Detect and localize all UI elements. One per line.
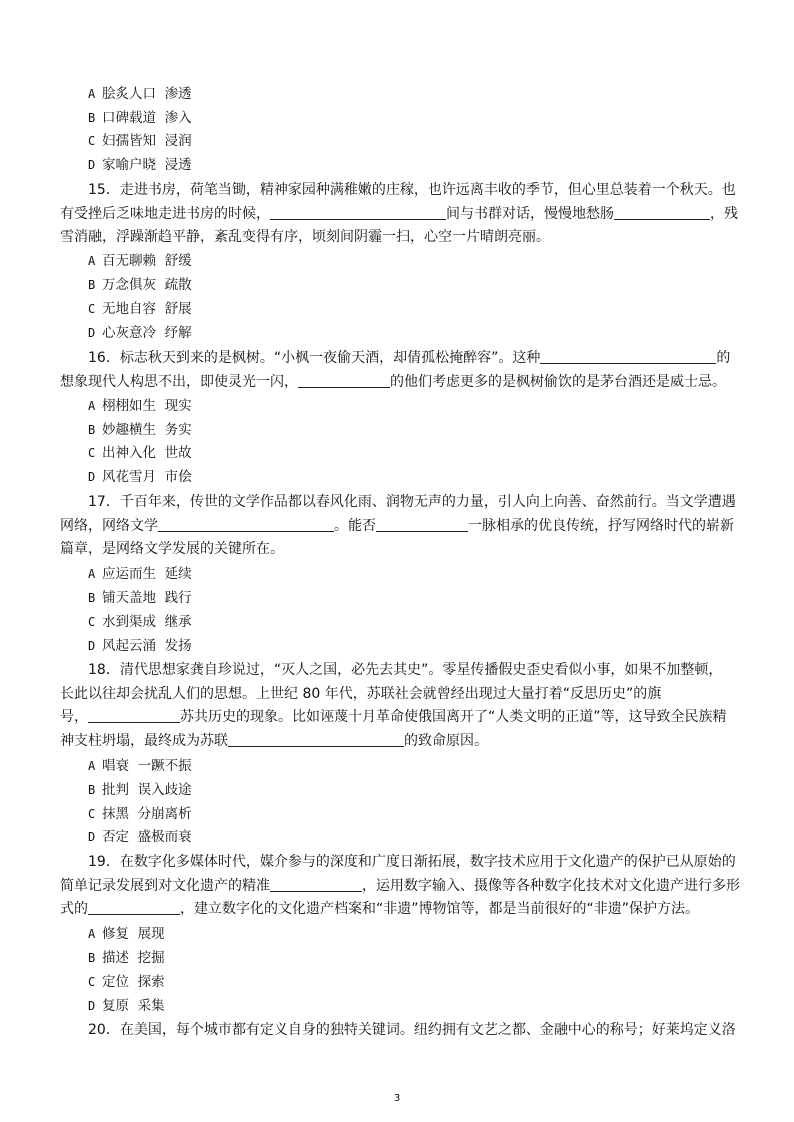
question-18 (60, 659, 736, 753)
q19-option-c: C 定位 探索 (88, 974, 165, 990)
question-19 (60, 851, 740, 922)
q18-line-2: 长此以往却会扰乱人们的思想。上世纪 80 年代，苏联社会就曾经出现过大量打着“反思历史”的旗 (60, 685, 662, 702)
q15-option-a: A 百无聊赖 舒缓 (88, 253, 192, 269)
q14-option-c: C 妇孺皆知 浸润 (88, 133, 192, 149)
q17-line-1: 17．千百年来，传世的文学作品都以春风化雨、润物无声的力量，引人向上向善、奋然前行。当文学遭遇 (88, 494, 736, 510)
q16-option-c: C 出神入化 世故 (88, 445, 192, 461)
q16-option-b: B 妙趣横生 务实 (88, 422, 192, 438)
q20-line-1: 20．在美国，每个城市都有定义自身的独特关键词。纽约拥有文艺之都、金融中心的称号；好莱坞定义洛 (88, 1022, 736, 1038)
answer-blank (88, 898, 180, 915)
q14-option-d: D 家喻户晓 浸透 (88, 157, 192, 173)
answer-blank (88, 706, 180, 723)
q19-line-3: 式的 ，建立数字化的文化遗产档案和“非遗”博物馆等，都是当前很好的“非遗”保护方法。 (60, 898, 736, 922)
q15-line-3: 雪消融，浮躁渐趋平静，紊乱变得有序，顷刻间阴霾一扫，心空一片晴朗亮丽。 (60, 229, 550, 245)
q19-line-1: 19．在数字化多媒体时代，媒介参与的深度和广度日渐拓展，数字技术应用于文化遗产的保护已从原始的 (88, 854, 736, 870)
q17-option-b: B 铺天盖地 践行 (88, 590, 192, 606)
q17-option-d: D 风起云涌 发扬 (88, 638, 192, 654)
q14-option-b: B 口碑载道 渗入 (88, 110, 192, 126)
q18-line-1: 18．清代思想家龚自珍说过，“灭人之国，必先去其史”。零星传播假史歪史看似小事，如果不加整顿， (88, 662, 723, 678)
q14-option-a: A 脍炙人口 渗透 (88, 86, 192, 102)
q16-line-1: 16．标志秋天到来的是枫树。“小枫一夜偷天酒，却倩孤松掩醉容”。这种 的 (60, 347, 736, 371)
question-16 (60, 347, 736, 394)
q17-option-c: C 水到渠成 继承 (88, 614, 192, 630)
q18-option-a: A 唱衰 一蹶不振 (88, 758, 192, 774)
question-17 (60, 491, 736, 562)
page-number: 3 (393, 1093, 401, 1104)
q15-option-d: D 心灰意冷 纾解 (88, 325, 192, 341)
q19-option-d: D 复原 采集 (88, 998, 165, 1014)
question-20 (60, 1019, 736, 1043)
q17-option-a: A 应运而生 延续 (88, 566, 192, 582)
q16-option-d: D 风花雪月 市侩 (88, 469, 192, 485)
q16-line-2: 想象现代人构思不出，即使灵光一闪， 的他们考虑更多的是枫树偷饮的是茅台酒还是威士忌。 (60, 371, 736, 395)
q18-option-c: C 抹黑 分崩离析 (88, 806, 192, 822)
q18-option-b: B 批判 误入歧途 (88, 782, 192, 798)
q17-line-3: 篇章，是网络文学发展的关键所在。 (60, 541, 284, 557)
q15-option-b: B 万念俱灰 疏散 (88, 277, 192, 293)
q18-line-4: 神支柱坍塌，最终成为苏联 的致命原因。 (60, 730, 736, 754)
answer-blank (270, 875, 362, 892)
question-15 (60, 179, 736, 250)
answer-blank (228, 730, 404, 747)
answer-blank (270, 203, 446, 220)
q18-line-3: 号， 苏共历史的现象。比如诬蔑十月革命使俄国离开了“人类文明的正道”等，这导致全民族精 (60, 706, 736, 730)
q17-line-2: 网络，网络文学 。能否 一脉相承的优良传统，抒写网络时代的崭新 (60, 515, 736, 539)
answer-blank (540, 347, 716, 364)
q16-option-a: A 栩栩如生 现实 (88, 398, 192, 414)
answer-blank (158, 515, 334, 532)
q15-option-c: C 无地自容 舒展 (88, 301, 192, 317)
q19-option-b: B 描述 挖掘 (88, 950, 165, 966)
q19-option-a: A 修复 展现 (88, 926, 165, 942)
q18-option-d: D 否定 盛极而衰 (88, 829, 192, 845)
q15-line-2: 有受挫后乏味地走进书房的时候， 间与书群对话，慢慢地愁肠 ，残 (60, 203, 736, 227)
q19-line-2: 简单记录发展到对文化遗产的精准 ，运用数字输入、摄像等各种数字化技术对文化遗产进行多形 (60, 875, 736, 899)
answer-blank (298, 371, 390, 388)
q15-line-1: 15．走进书房，荷笔当锄，精神家园种满稚嫩的庄稼，也许远离丰收的季节，但心里总装着一个秋天。也 (88, 182, 736, 198)
answer-blank (376, 515, 468, 532)
answer-blank (614, 203, 710, 220)
